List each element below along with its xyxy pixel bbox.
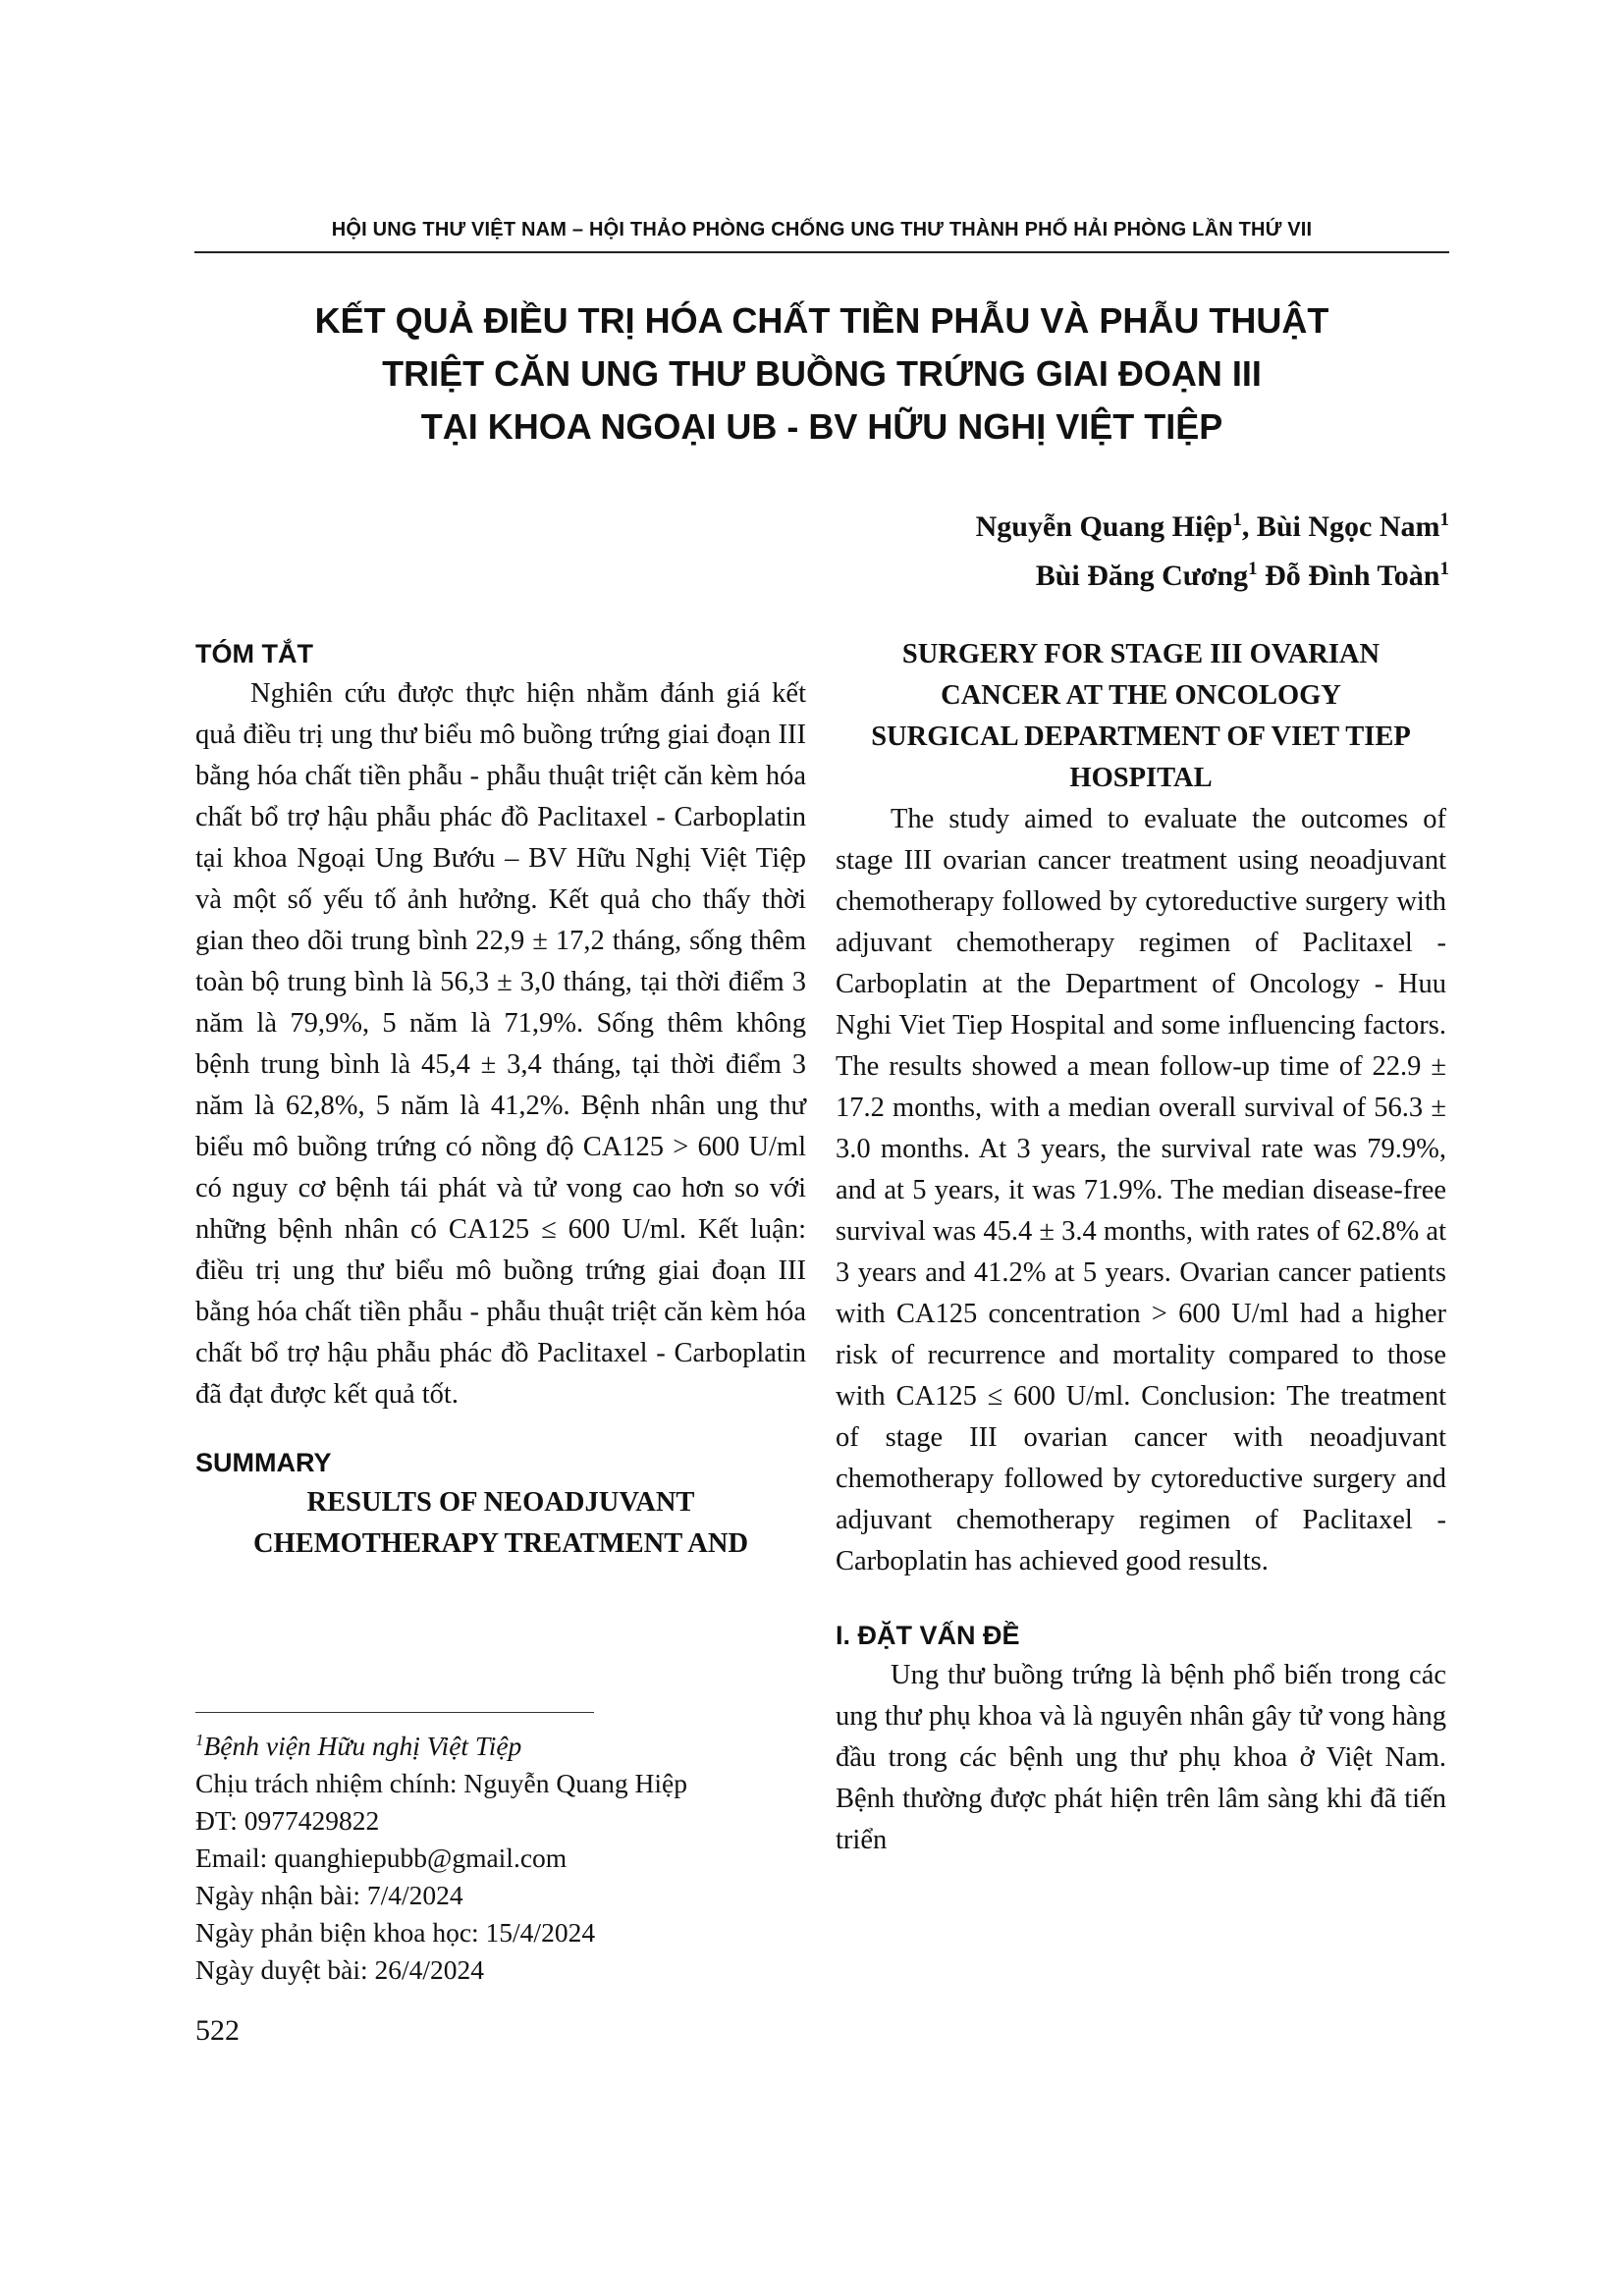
- received-date: Ngày nhận bài: 7/4/2024: [195, 1880, 463, 1910]
- author-list: [976, 503, 1449, 601]
- affiliation-mark: 1: [195, 1730, 204, 1749]
- section-text: Ung thư buồng trứng là bệnh phổ biến trong các ung thư phụ khoa và là nguyên nhân gây tử vong hàng đầu trong các bệnh ung thư phụ khoa ở Việt Nam. Bệnh thường được phát hiện trên lâm sàng khi đã tiến triển: [836, 1660, 1446, 1855]
- section-heading: I. ĐẶT VẤN ĐỀ: [836, 1621, 1020, 1650]
- summary-title-line: SURGERY FOR STAGE III OVARIAN: [901, 639, 1380, 669]
- footnote-divider: [195, 1712, 594, 1713]
- right-column: [836, 634, 1446, 1861]
- article-title: [194, 294, 1449, 454]
- author-name: Đỗ Đình Toàn: [1257, 560, 1440, 592]
- author-line-1: [976, 503, 1449, 552]
- affiliation-mark: 1: [1439, 509, 1449, 530]
- author-line-2: [976, 552, 1449, 601]
- summary-title-part-1: [195, 1482, 806, 1565]
- title-line-3: TẠI KHOA NGOẠI UB - BV HỮU NGHỊ VIỆT TIỆP: [420, 406, 1223, 447]
- title-line-1: KẾT QUẢ ĐIỀU TRỊ HÓA CHẤT TIỀN PHẪU VÀ PHẪU THUẬT: [314, 300, 1329, 341]
- running-header: HỘI UNG THƯ VIỆT NAM – HỘI THẢO PHÒNG CHỐNG UNG THƯ THÀNH PHỐ HẢI PHÒNG LẦN THỨ VII: [331, 219, 1313, 240]
- footnotes: [195, 1728, 687, 1989]
- abstract-vi-text: Nghiên cứu được thực hiện nhằm đánh giá kết quả điều trị ung thư biểu mô buồng trứng giai đoạn III bằng hóa chất tiền phẫu - phẫu thuật triệt căn kèm hóa chất bổ trợ hậu phẫu phác đồ Paclitaxel - Carboplatin tại khoa Ngoại Ung Bướu – BV Hữu Nghị Việt Tiệp và một số yếu tố ảnh hưởng. Kết quả cho thấy thời gian theo dõi trung bình 22,9 ± 17,2 tháng, sống thêm toàn bộ trung bình là 56,3 ± 3,0 tháng, tại thời điểm 3 năm là 79,9%, 5 năm là 71,9%. Sống thêm không bệnh trung bình là 45,4 ± 3,4 tháng, tại thời điểm 3 năm là 62,8%, 5 năm là 41,2%. Bệnh nhân ung thư biểu mô buồng trứng có nồng độ CA125 > 600 U/ml có nguy cơ bệnh tái phát và tử vong cao hơn so với những bệnh nhân có CA125 ≤ 600 U/ml. Kết luận: điều trị ung thư biểu mô buồng trứng giai đoạn III bằng hóa chất tiền phẫu - phẫu thuật triệt căn kèm hóa chất bổ trợ hậu phẫu phác đồ Paclitaxel - Carboplatin đã đạt được kết quả tốt.: [195, 678, 806, 1410]
- summary-text: The study aimed to evaluate the outcomes of stage III ovarian cancer treatment using neoadjuvant chemotherapy followed by cytoreductive surgery with adjuvant chemotherapy regimen of Paclitaxel - Carboplatin at the Department of Oncology - Huu Nghi Viet Tiep Hospital and some influencing factors. The results showed a mean follow-up time of 22.9 ± 17.2 months, with a median overall survival of 56.3 ± 3.0 months. At 3 years, the survival rate was 79.9%, and at 5 years, it was 71.9%. The median disease-free survival was 45.4 ± 3.4 months, with rates of 62.8% at 3 years and 41.2% at 5 years. Ovarian cancer patients with CA125 concentration > 600 U/ml had a higher risk of recurrence and mortality compared to those with CA125 ≤ 600 U/ml. Conclusion: The treatment of stage III ovarian cancer with neoadjuvant chemotherapy followed by cytoreductive surgery and adjuvant chemotherapy regimen of Paclitaxel - Carboplatin has achieved good results.: [836, 804, 1446, 1576]
- summary-title-line: RESULTS OF NEOADJUVANT: [306, 1487, 695, 1518]
- summary-title-line: CHEMOTHERAPY TREATMENT AND: [252, 1528, 749, 1559]
- author-name: , Bùi Ngọc Nam: [1241, 510, 1440, 543]
- abstract-vi-heading: TÓM TẮT: [195, 639, 313, 668]
- affiliation-text: Bệnh viện Hữu nghị Việt Tiệp: [203, 1731, 522, 1761]
- accepted-date: Ngày duyệt bài: 26/4/2024: [195, 1954, 485, 1985]
- title-line-2: TRIỆT CĂN UNG THƯ BUỒNG TRỨNG GIAI ĐOẠN III: [382, 353, 1262, 394]
- affiliation-mark: 1: [1439, 559, 1449, 579]
- review-date: Ngày phản biện khoa học: 15/4/2024: [195, 1917, 596, 1948]
- header-divider: [194, 251, 1449, 253]
- affiliation-mark: 1: [1248, 559, 1258, 579]
- page-number: 522: [195, 2014, 240, 2047]
- summary-title-part-2: [836, 634, 1446, 799]
- responsible-author: Chịu trách nhiệm chính: Nguyễn Quang Hiệp: [195, 1768, 688, 1798]
- summary-heading: SUMMARY: [195, 1448, 332, 1477]
- affiliation-note: [195, 1728, 687, 1765]
- summary-title-line: CANCER AT THE ONCOLOGY: [941, 680, 1341, 711]
- author-name: Nguyễn Quang Hiệp: [975, 510, 1233, 543]
- affiliation-mark: 1: [1232, 509, 1242, 530]
- author-name: Bùi Đăng Cương: [1035, 560, 1249, 592]
- left-column: [195, 634, 806, 1565]
- summary-title-line: SURGICAL DEPARTMENT OF VIET TIEP: [871, 721, 1411, 752]
- summary-title-line: HOSPITAL: [1069, 763, 1213, 793]
- phone-number: ĐT: 0977429822: [195, 1805, 380, 1836]
- email-address: Email: quanghiepubb@gmail.com: [195, 1842, 568, 1873]
